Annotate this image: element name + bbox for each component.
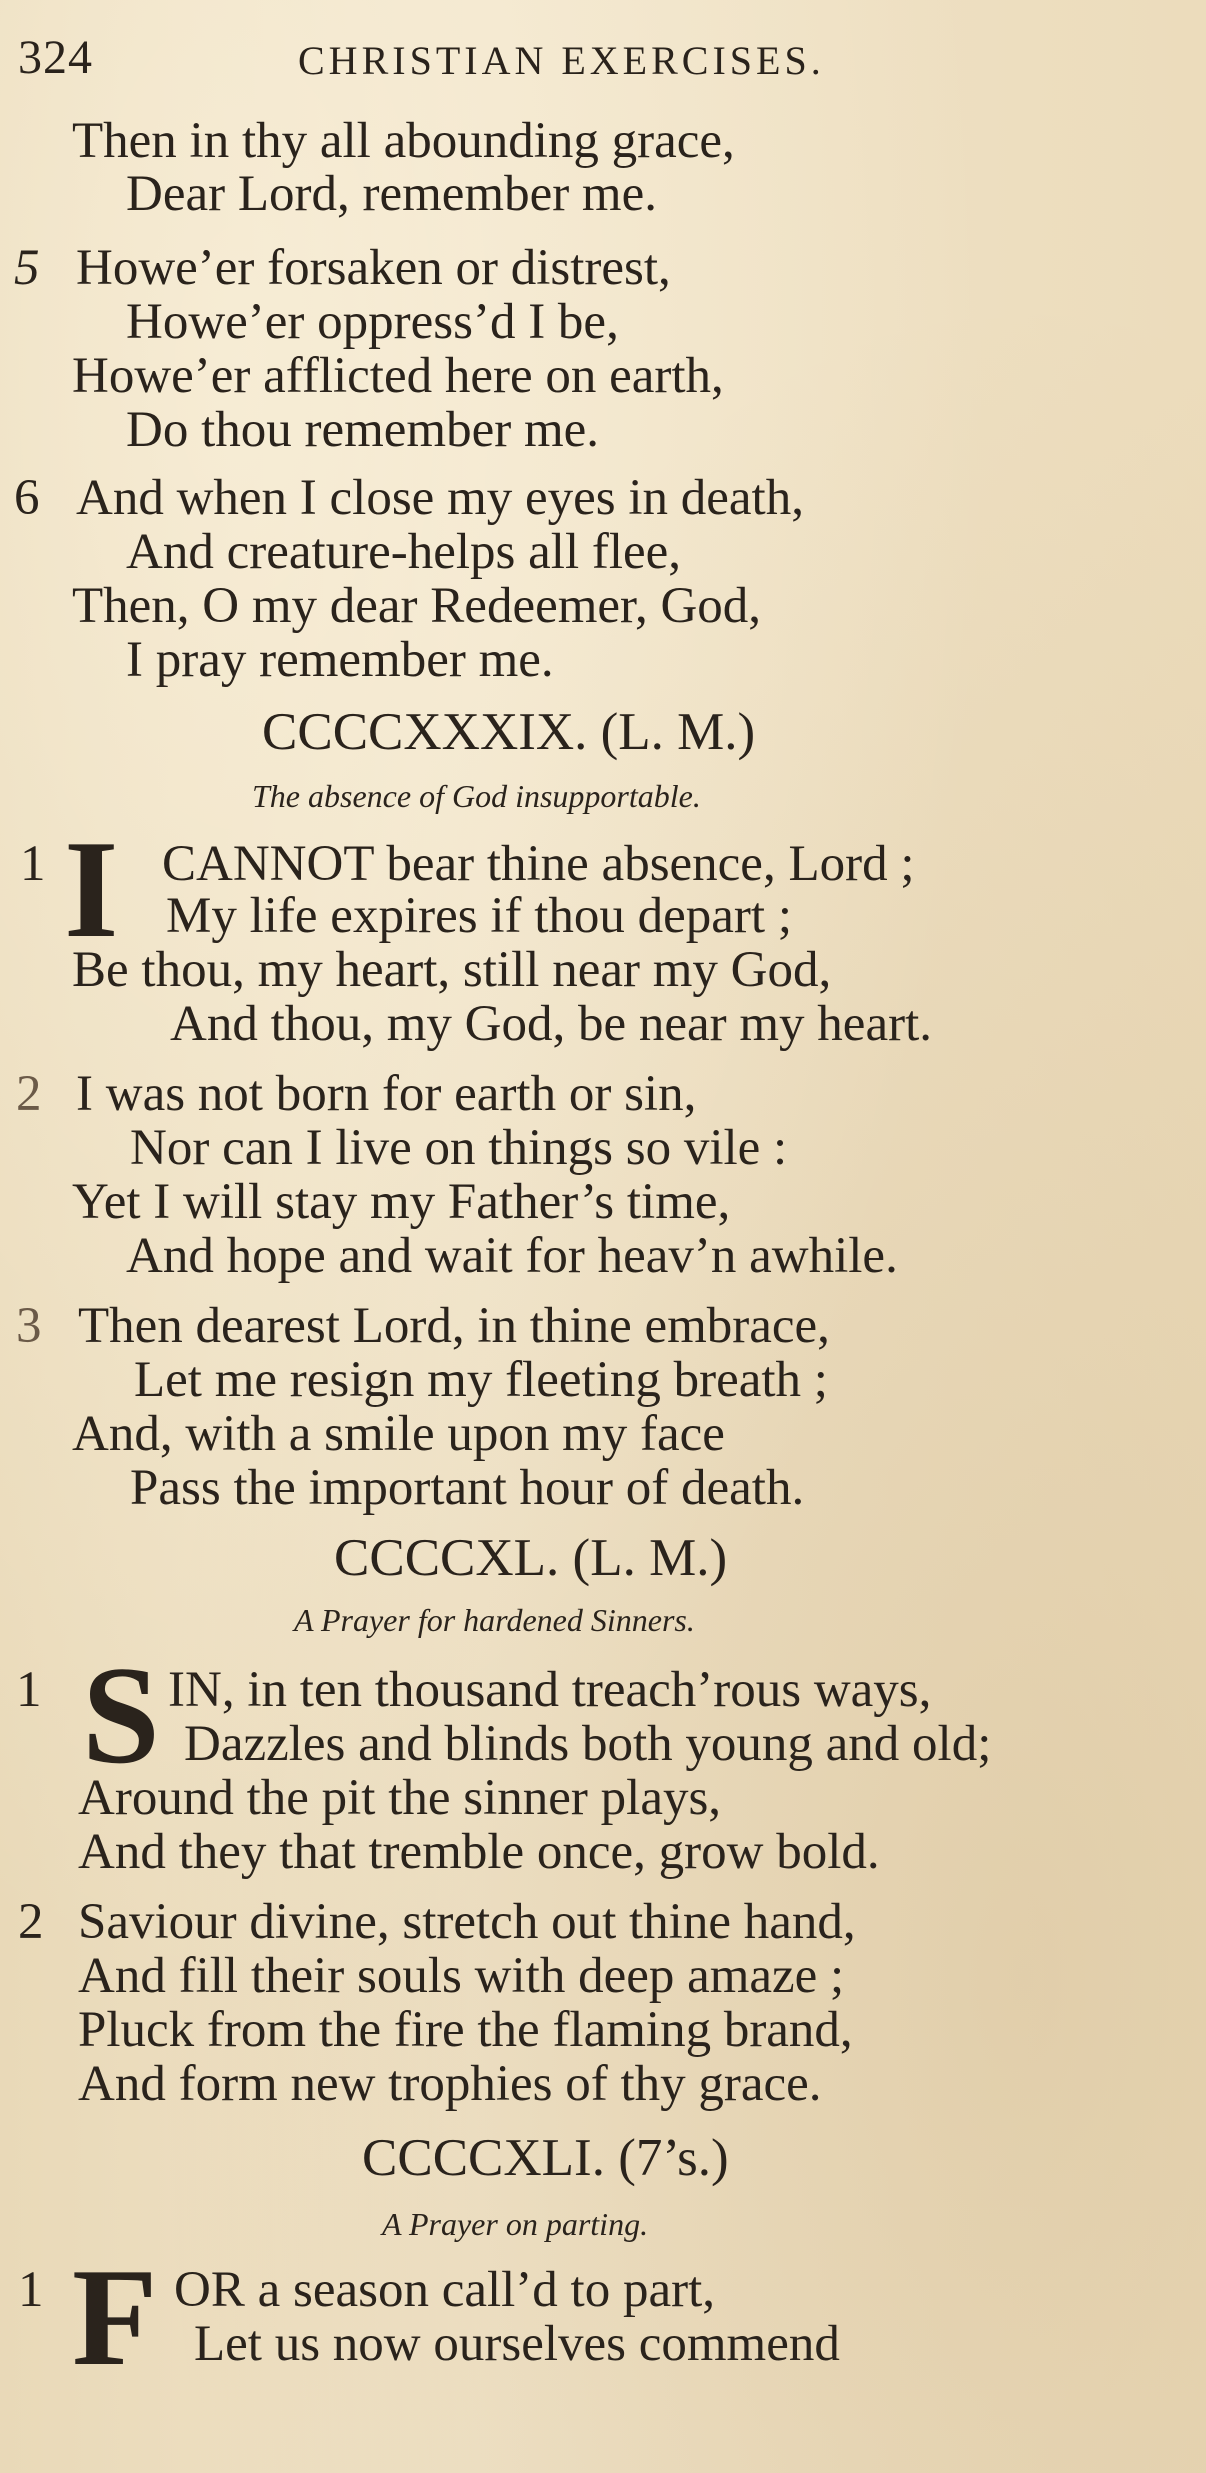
verse-line: Pass the important hour of death. [130, 1460, 805, 1516]
dropcap: S [82, 1638, 160, 1793]
verse-line: And, with a smile upon my face [72, 1406, 725, 1462]
verse-line: Howe’er oppress’d I be, [126, 294, 619, 350]
verse-number: 3 [16, 1298, 42, 1354]
hymn-subtitle: A Prayer on parting. [382, 2206, 649, 2242]
verse-line: I pray remember me. [126, 632, 554, 688]
verse-number: 1 [18, 2262, 44, 2318]
verse-number: 1 [20, 836, 46, 892]
verse-line: Then, O my dear Redeemer, God, [72, 578, 762, 634]
verse-line: And when I close my eyes in death, [76, 470, 804, 526]
verse-line: And thou, my God, be near my heart. [170, 996, 932, 1052]
verse-line: Dear Lord, remember me. [126, 166, 657, 222]
page-header [18, 30, 1198, 86]
hymn-title: CCCCXXXIX. (L. M.) [262, 703, 756, 761]
verse-line: Around the pit the sinner plays, [78, 1770, 722, 1826]
verse-line: And form new trophies of thy grace. [78, 2056, 822, 2112]
verse-line: Then dearest Lord, in thine embrace, [78, 1298, 830, 1354]
hymn-subtitle: A Prayer for hardened Sinners. [294, 1602, 695, 1638]
running-title: CHRISTIAN EXERCISES. [298, 38, 825, 83]
verse-line: And hope and wait for heav’n awhile. [126, 1228, 898, 1284]
verse-number: 2 [18, 1894, 44, 1950]
verse-line: And fill their souls with deep amaze ; [78, 1948, 845, 2004]
verse-line: Dazzles and blinds both young and old; [184, 1716, 992, 1772]
verse-number: 5 [14, 240, 40, 296]
verse-line: Let us now ourselves commend [194, 2316, 840, 2372]
verse-line: CANNOT bear thine absence, Lord ; [162, 836, 915, 892]
verse-number: 2 [16, 1066, 42, 1122]
verse-line: Then in thy all abounding grace, [72, 113, 735, 169]
verse-line: Nor can I live on things so vile : [130, 1120, 788, 1176]
dropcap: I [64, 812, 119, 967]
page-number: 324 [18, 31, 93, 84]
verse-line: Howe’er afflicted here on earth, [72, 348, 724, 404]
verse-line: Yet I will stay my Father’s time, [72, 1174, 731, 1230]
hymn-title: CCCCXLI. (7’s.) [362, 2129, 729, 2187]
verse-line: OR a season call’d to part, [174, 2262, 716, 2318]
verse-line: And creature-helps all flee, [126, 524, 682, 580]
verse-line: Be thou, my heart, still near my God, [72, 942, 832, 998]
hymn-title: CCCCXL. (L. M.) [334, 1529, 728, 1587]
verse-line: Do thou remember me. [126, 402, 600, 458]
verse-line: And they that tremble once, grow bold. [78, 1824, 880, 1880]
verse-line: Saviour divine, stretch out thine hand, [78, 1894, 856, 1950]
verse-line: IN, in ten thousand treach’rous ways, [168, 1662, 932, 1718]
verse-line: I was not born for earth or sin, [76, 1066, 697, 1122]
verse-line: Pluck from the fire the flaming brand, [78, 2002, 853, 2058]
verse-line: Howe’er forsaken or distrest, [76, 240, 671, 296]
hymn-subtitle: The absence of God insupportable. [252, 778, 701, 814]
verse-number: 1 [16, 1662, 42, 1718]
dropcap: F [72, 2240, 158, 2395]
verse-line: My life expires if thou depart ; [166, 888, 792, 944]
verse-number: 6 [14, 470, 40, 526]
verse-line: Let me resign my fleeting breath ; [134, 1352, 828, 1408]
